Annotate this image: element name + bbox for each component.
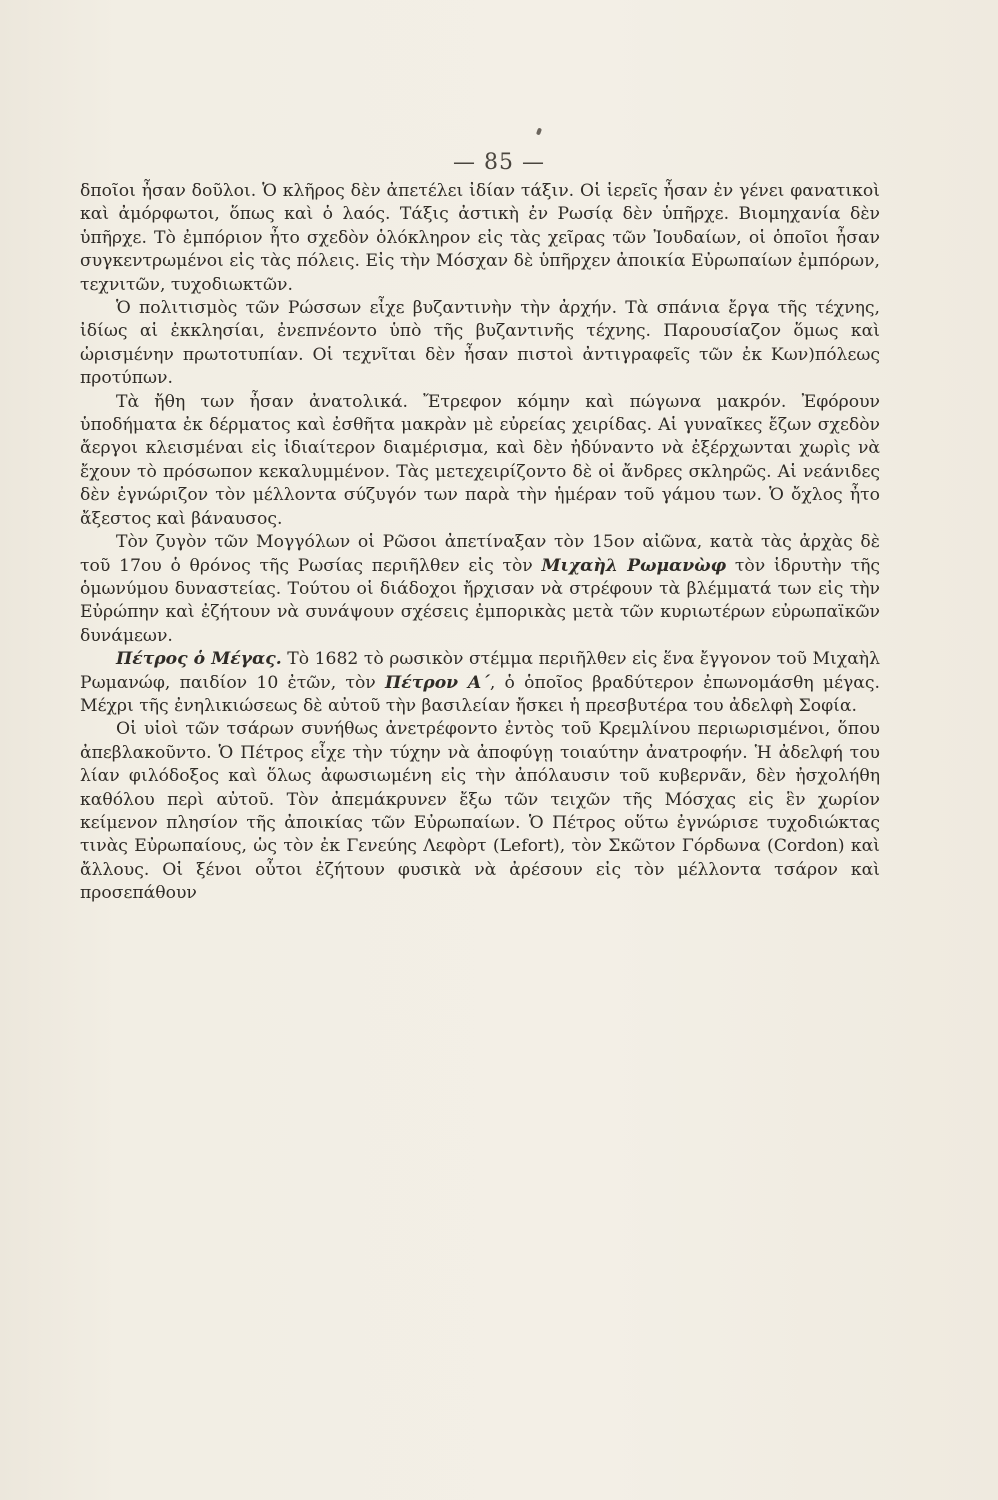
bold-term: Πέτρος ὁ Μέγας. (116, 649, 282, 670)
text-run: Τὸ 1682 τὸ ρωσικὸν στέμμα περιῆλθεν εἰς ἕνα ἔγγονον τοῦ Μιχαὴλ Ρωμανώφ, παιδίον 10 ἐτῶν, τὸν (80, 649, 880, 693)
text-run: Οἱ υἱοὶ τῶν τσάρων συνήθως ἀνετρέφοντο ἐντὸς τοῦ Κρεμλίνου περιωρισμένοι, ὅπου ἀπεβλακοῦντο. Ὁ Πέτρος εἶχε τὴν τύχην νὰ ἀποφύγῃ τοιαύτην ἀνατροφήν. Ἡ ἀδελφή του λίαν φιλόδοξος καὶ ὅλως ἀφωσιωμένη εἰς τὴν ἀπόλαυσιν τοῦ κυβερνᾶν, δὲν ἠσχολήθη καθόλου περὶ αὐτοῦ. Τὸν ἀπεμάκρυνεν ἔξω τῶν τειχῶν τῆς Μόσχας εἰς ἓν χωρίον κείμενον πλησίον τῆς ἀποικίας τῶν Εὐρωπαίων. Ὁ Πέτρος οὕτω ἐγνώρισε τυχοδιώκτας τινὰς Εὐρωπαίους, ὡς τὸν ἐκ Γενεύης Λεφὸρτ (Lefort), τὸν Σκῶτον Γόρδωνα (Cordon) καὶ ἄλλους. Οἱ ξένοι οὗτοι ἐζήτουν φυσικὰ νὰ ἀρέσουν εἰς τὸν μέλλοντα τσάρον καὶ προσεπάθουν (80, 719, 880, 904)
body-text (80, 180, 880, 906)
paragraph (80, 718, 880, 905)
paragraph (80, 531, 880, 648)
paragraph (80, 297, 880, 391)
text-run: Τὰ ἤθη των ἦσαν ἀνατολικά. Ἔτρεφον κόμην καὶ πώγωνα μακρόν. Ἐφόρουν ὑποδήματα ἐκ δέρματος καὶ ἐσθῆτα μακρὰν μὲ εὐρείας χειρίδας. Αἱ γυναῖκες ἔζων σχεδὸν ἄεργοι κλεισμέναι εἰς ἰδιαίτερον διαμέρισμα, καὶ δὲν ἠδύναντο νὰ ἐξέρχωνται χωρὶς νὰ ἔχουν τὸ πρόσωπον κεκαλυμμένον. Τὰς μετεχειρίζοντο δὲ οἱ ἄνδρες σκληρῶς. Αἱ νεάνιδες δὲν ἐγνώριζον τὸν μέλλοντα σύζυγόν των παρὰ τὴν ἡμέραν τοῦ γάμου των. Ὁ ὄχλος ἦτο ἄξεστος καὶ βάναυσος. (80, 391, 880, 529)
text-run: δποῖοι ἦσαν δοῦλοι. Ὁ κλῆρος δὲν ἀπετέλει ἰδίαν τάξιν. Οἱ ἱερεῖς ἦσαν ἐν γένει φανατικοὶ καὶ ἀμόρφωτοι, ὅπως καὶ ὁ λαός. Τάξις ἀστικὴ ἐν Ρωσίᾳ δὲν ὑπῆρχε. Βιομηχανία δὲν ὑπῆρχε. Τὸ ἐμπόριον ἦτο σχεδὸν ὁλόκληρον εἰς τὰς χεῖρας τῶν Ἰουδαίων, οἱ ὁποῖοι ἦσαν συγκεντρωμένοι εἰς τὰς πόλεις. Εἰς τὴν Μόσχαν δὲ ὑπῆρχεν ἀποικία Εὐρωπαίων ἐμπόρων, τεχνιτῶν, τυχοδιωκτῶν. (80, 181, 880, 295)
paragraph (80, 648, 880, 718)
text-run: Τὸν ζυγὸν τῶν Μογγόλων οἱ Ρῶσοι ἀπετίναξαν τὸν 15ον αἰῶνα, κατὰ τὰς ἀρχὰς δὲ τοῦ 17ου ὁ θρόνος τῆς Ρωσίας περιῆλθεν εἰς τὸν (80, 532, 880, 576)
text-run: , ὁ ὁποῖος βραδύτερον ἐπωνομάσθη μέγας. Μέχρι τῆς ἐνηλικιώσεως δὲ αὐτοῦ τὴν βασιλείαν ἤσκει ἡ πρεσβυτέρα του ἀδελφὴ Σοφία. (80, 672, 880, 716)
bold-term: Μιχαὴλ Ρωμανὼφ (541, 555, 727, 576)
paragraph (80, 391, 880, 531)
page-number: — 85 — (453, 150, 545, 175)
text-run: τὸν ἱδρυτὴν τῆς ὁμωνύμου δυναστείας. Τούτου οἱ διάδοχοι ἤρχισαν νὰ στρέφουν τὰ βλέμματά των εἰς τὴν Εὐρώπην καὶ ἐζήτουν νὰ συνάψουν σχέσεις ἐμπορικὰς μετὰ τῶν κυριωτέρων εὐρωπαϊκῶν δυνάμεων. (80, 555, 881, 646)
text-run: Ὁ πολιτισμὸς τῶν Ρώσσων εἶχε βυζαντινὴν τὴν ἀρχήν. Τὰ σπάνια ἔργα τῆς τέχνης, ἰδίως αἱ ἐκκλησίαι, ἐνεπνέοντο ὑπὸ τῆς βυζαντινῆς τέχνης. Παρουσίαζον ὅμως καὶ ὡρισμένην πρωτοτυπίαν. Οἱ τεχνῖται δὲν ἦσαν πιστοὶ ἀντιγραφεῖς τῶν ἐκ Κων)πόλεως προτύπων. (80, 298, 880, 389)
ink-speck (536, 128, 542, 136)
paragraph (80, 180, 880, 297)
bold-term: Πέτρον Α΄ (385, 672, 490, 693)
